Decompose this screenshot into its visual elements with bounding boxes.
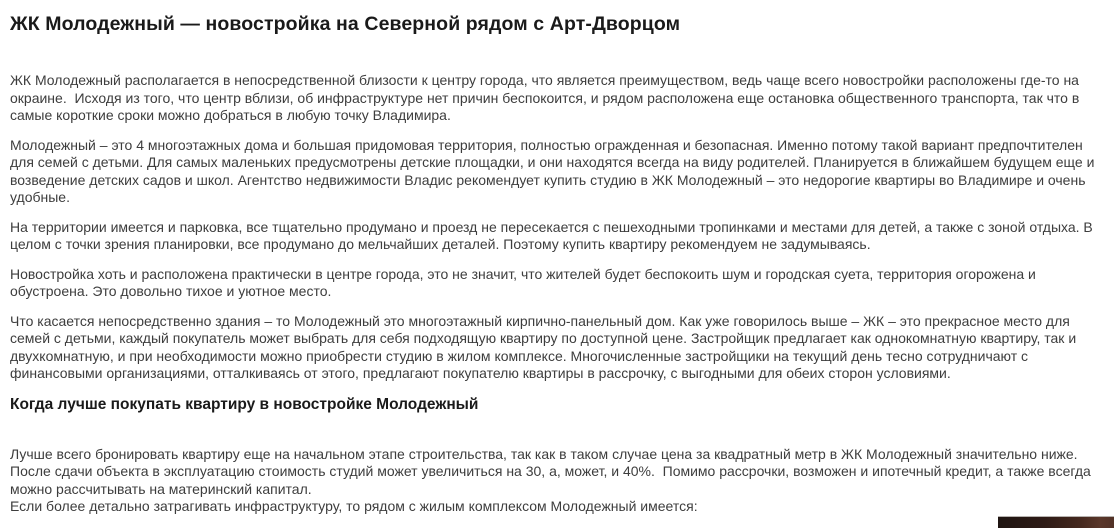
paragraph-section-1: Лучше всего бронировать квартиру еще на начальном этапе строительства, так как в таком случае цена за квадратный метр в ЖК Молодежный значительно ниже. После сдачи объекта в эксплуатацию стоимость студий может увеличиться на 30, а, может, и 40%. Помимо рассрочки, возможен и ипотечный кредит, а также всегда можно рассчитывать на материнский капитал.: [10, 445, 1095, 497]
paragraph-intro-1: ЖК Молодежный располагается в непосредственной близости к центру города, что является преимуществом, ведь чаще всего новостройки расположены где-то на окраине. Исходя из того, что центр вблизи, об инфраструктуре нет причин беспокоится, и рядом расположена еще остановка общественного транспорта, так что в самые короткие сроки можно добраться в любую точку Владимира.: [10, 72, 1084, 123]
paragraph-section-2: Если более детально затрагивать инфраструктуру, то рядом с жилым комплексом Молодежный имеется:: [10, 498, 698, 514]
section-heading-when-to-buy: Когда лучше покупать квартиру в новостройке Молодежный: [10, 395, 479, 413]
article-photo-top-edge: [998, 516, 1114, 528]
page-title: ЖК Молодежный — новостройка на Северной рядом с Арт-Дворцом: [10, 13, 681, 35]
paragraph-intro-5: Что касается непосредственно здания – то Молодежный это многоэтажный кирпично-панельный дом. Как уже говорилось выше – ЖК – это прекрасное место для семей с детьми, каждый покупатель может выбрать для себя подходящую квартиру по доступной цене. Застройщик предлагает как однокомнатную квартиру, так и двухкомнатную, и при необходимости можно приобрести студию в жилом комплексе. Многочисленные застройщики на текущий день тесно сотрудничают с финансовыми организациями, отталкиваясь от этого, предлагают покупателю квартиры в рассрочку, с выгодными для обеих сторон условиями.: [10, 312, 1081, 381]
paragraph-intro-3: На территории имеется и парковка, все тщательно продумано и проезд не пересекается с пешеходными тропинками и местами для детей, а также с зоной отдыха. В целом с точки зрения планировки, все продумано до мельчайших деталей. Поэтому купить квартиру рекомендуем не задумываясь.: [10, 218, 1097, 252]
paragraph-intro-2: Молодежный – это 4 многоэтажных дома и большая придомовая территория, полностью огражденная и безопасная. Именно потому такой вариант предпочтителен для семей с детьми. Для самых маленьких предусмотрены детские площадки, и они находятся всегда на виду родителей. Планируется в ближайшем будущем еще и возведение детских садов и школ. Агентство недвижимости Владис рекомендует купить студию в ЖК Молодежный – это недорогие квартиры во Владимире и очень удобные.: [10, 136, 1099, 205]
paragraph-intro-4: Новостройка хоть и расположена практически в центре города, это не значит, что жителей будет беспокоить шум и городская суета, территория огорожена и обустроена. Это довольно тихое и уютное место.: [10, 265, 1040, 299]
